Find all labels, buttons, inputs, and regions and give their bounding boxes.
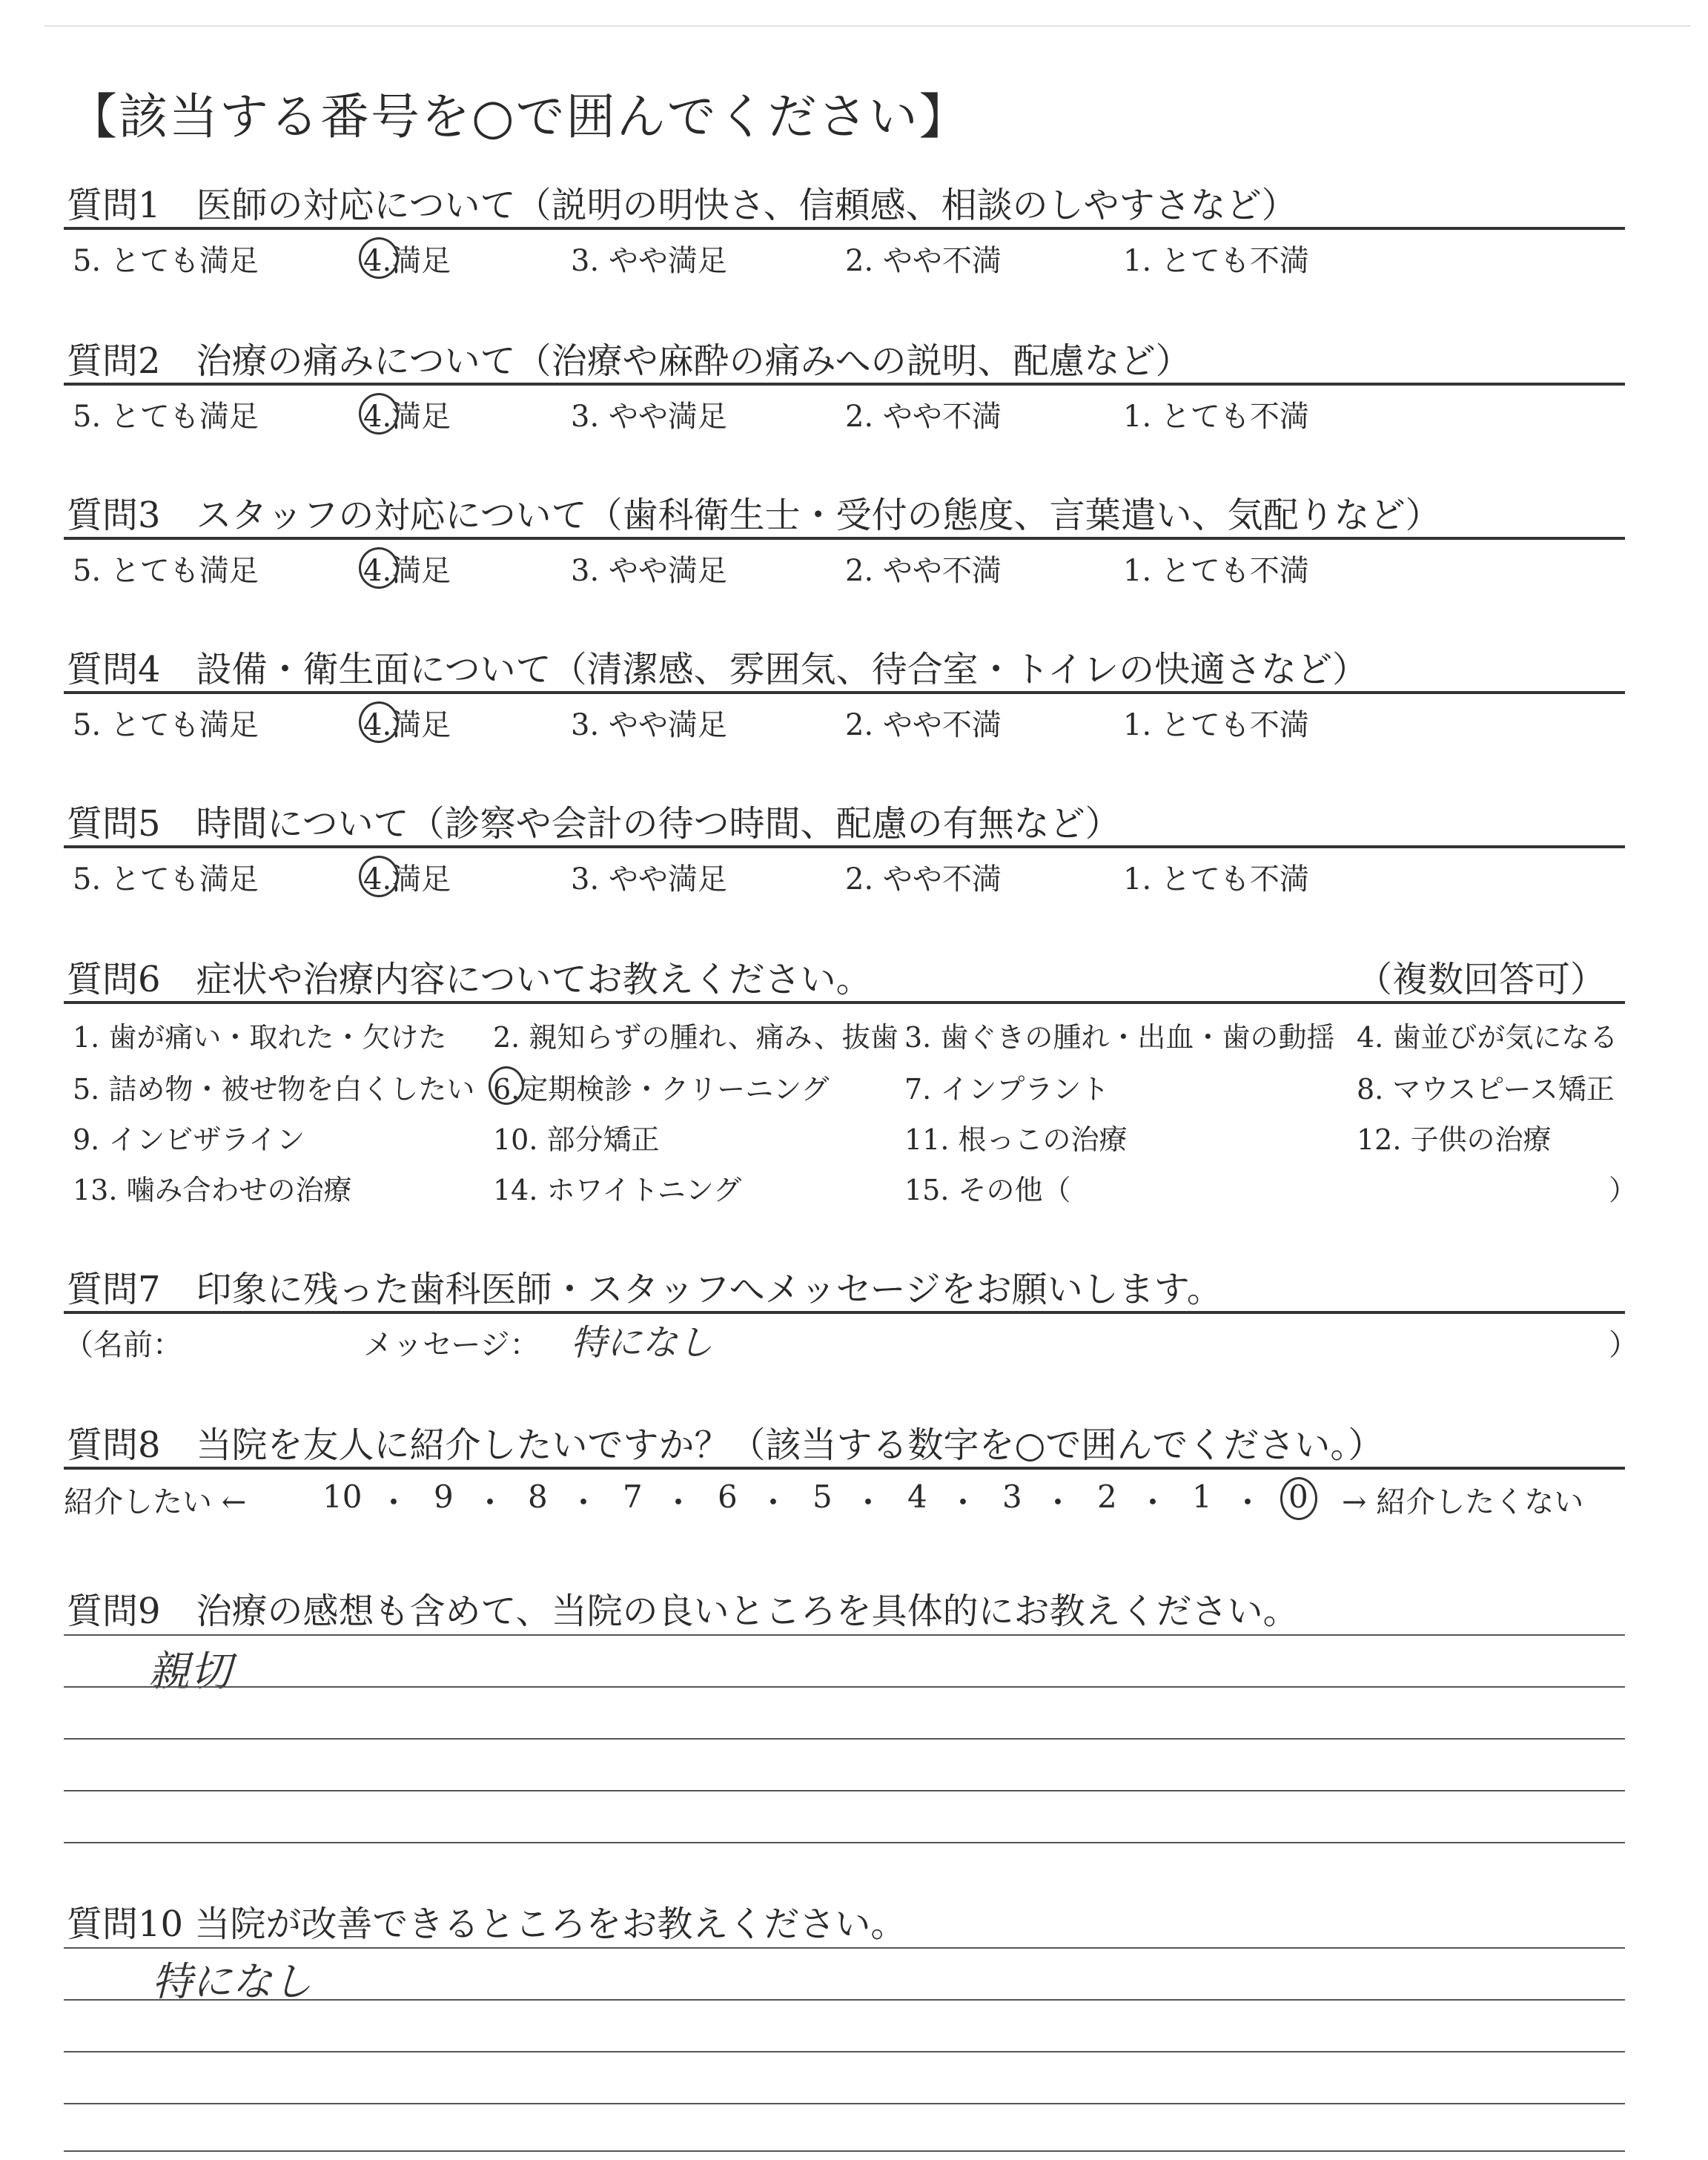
q2-option-3[interactable]: 3. やや満足: [571, 400, 727, 434]
q10-rule-3: [64, 2103, 1625, 2104]
question-4: 質問4 設備・衛生面について（清潔感、雰囲気、待合室・トイレの快適さなど）: [67, 649, 1368, 690]
question-2: 質問2 治療の痛みについて（治療や麻酔の痛みへの説明、配慮など）: [67, 340, 1191, 382]
q8-option-8[interactable]: 8: [528, 1479, 548, 1515]
q7-close-paren: ）: [1609, 1328, 1638, 1362]
q10-rule-2: [64, 2051, 1625, 2052]
q8-dot: ・: [378, 1484, 410, 1521]
q6-item-4[interactable]: 4. 歯並びが気になる: [1357, 1021, 1618, 1054]
q8-option-7[interactable]: 7: [623, 1479, 643, 1515]
question-3: 質問3 スタッフの対応について（歯科衛生士・受付の態度、言葉遣い、気配りなど）: [67, 495, 1441, 536]
q8-dot: ・: [853, 1484, 884, 1521]
q6-item-5[interactable]: 5. 詰め物・被せ物を白くしたい: [73, 1073, 475, 1106]
q2-option-1[interactable]: 1. とても不満: [1123, 400, 1309, 434]
question-8: 質問8 当院を友人に紹介したいですか？（該当する数字を○で囲んでください。）: [67, 1424, 1384, 1466]
q8-dot: ・: [1042, 1484, 1074, 1521]
q6-item-11[interactable]: 11. 根っこの治療: [904, 1123, 1128, 1156]
q8-right-label: → 紹介したくない: [1342, 1485, 1584, 1519]
q6-item-3[interactable]: 3. 歯ぐきの腫れ・出血・歯の動揺: [904, 1021, 1335, 1054]
selection-circle: [489, 1066, 524, 1105]
q8-option-1[interactable]: 1: [1192, 1479, 1212, 1515]
q10-rule-4: [64, 2150, 1625, 2152]
top-edge-line: [44, 25, 1690, 27]
q5-option-3[interactable]: 3. やや満足: [571, 862, 727, 896]
q8-dot: ・: [568, 1484, 600, 1521]
q6-item-13[interactable]: 13. 噛み合わせの治療: [73, 1174, 352, 1206]
q6-item-10[interactable]: 10. 部分矯正: [493, 1123, 660, 1156]
q4-option-1[interactable]: 1. とても不満: [1123, 708, 1309, 742]
question-2-rule: [64, 383, 1625, 386]
selection-circle: [1280, 1477, 1317, 1520]
q6-item-7[interactable]: 7. インプラント: [904, 1073, 1110, 1106]
q9-rule-1: [64, 1686, 1625, 1688]
selection-circle: [359, 856, 399, 897]
question-7: 質問7 印象に残った歯科医師・スタッフへメッセージをお願いします。: [67, 1269, 1222, 1310]
selection-circle: [359, 237, 399, 279]
q6-item-15-close: ）: [1609, 1174, 1638, 1206]
question-10: 質問10 当院が改善できるところをお教えください。: [67, 1903, 907, 1945]
q8-option-0[interactable]: 0: [1288, 1479, 1308, 1515]
q8-option-9[interactable]: 9: [434, 1479, 454, 1515]
question-3-rule: [64, 537, 1625, 540]
selection-circle: [359, 701, 399, 743]
q8-dot: ・: [947, 1484, 979, 1521]
q6-item-1[interactable]: 1. 歯が痛い・取れた・欠けた: [73, 1021, 447, 1054]
q6-item-15[interactable]: 15. その他（: [904, 1174, 1071, 1206]
question-6-note: （複数回答可）: [1357, 959, 1606, 1000]
q10-rule-0: [64, 1947, 1625, 1949]
q8-left-label: 紹介したい ←: [64, 1485, 247, 1519]
q6-item-6[interactable]: 6.定期検診・クリーニング: [493, 1066, 830, 1107]
q1-option-1[interactable]: 1. とても不満: [1123, 244, 1309, 278]
q1-option-5[interactable]: 5. とても満足: [73, 244, 259, 278]
q1-option-2[interactable]: 2. やや不満: [845, 244, 1002, 278]
q5-option-5[interactable]: 5. とても満足: [73, 862, 259, 896]
q4-option-3[interactable]: 3. やや満足: [571, 708, 727, 742]
q3-option-5[interactable]: 5. とても満足: [73, 554, 259, 588]
q6-item-8[interactable]: 8. マウスピース矯正: [1357, 1073, 1615, 1106]
q1-option-4[interactable]: 4.満足: [363, 237, 451, 280]
q1-option-3[interactable]: 3. やや満足: [571, 244, 727, 278]
q8-dot: ・: [663, 1484, 695, 1521]
selection-circle: [359, 547, 399, 589]
q6-item-9[interactable]: 9. インビザライン: [73, 1123, 305, 1156]
q4-option-2[interactable]: 2. やや不満: [845, 708, 1002, 742]
q7-name-label: （名前：: [64, 1328, 182, 1362]
q2-option-4[interactable]: 4.満足: [363, 393, 451, 435]
question-4-rule: [64, 691, 1625, 694]
q8-option-4[interactable]: 4: [907, 1479, 927, 1515]
q6-item-14[interactable]: 14. ホワイトニング: [493, 1174, 742, 1206]
q5-option-1[interactable]: 1. とても不満: [1123, 862, 1309, 896]
q9-rule-0: [64, 1634, 1625, 1636]
q9-answer[interactable]: 親切: [148, 1648, 231, 1696]
question-6: 質問6 症状や治療内容についてお教えください。: [67, 959, 872, 1000]
q8-dot: ・: [1232, 1484, 1264, 1521]
q4-option-5[interactable]: 5. とても満足: [73, 708, 259, 742]
q2-option-5[interactable]: 5. とても満足: [73, 400, 259, 434]
page-title: 【該当する番号を○で囲んでください】: [68, 88, 970, 145]
q8-option-10[interactable]: 10: [322, 1479, 363, 1515]
q9-rule-3: [64, 1790, 1625, 1791]
question-5: 質問5 時間について（診察や会計の待つ時間、配慮の有無など）: [67, 803, 1121, 845]
selection-circle: [359, 393, 399, 435]
q8-dot: ・: [758, 1484, 790, 1521]
q3-option-3[interactable]: 3. やや満足: [571, 554, 727, 588]
q2-option-2[interactable]: 2. やや不満: [845, 400, 1002, 434]
q8-option-6[interactable]: 6: [718, 1479, 738, 1515]
q6-item-2[interactable]: 2. 親知らずの腫れ、痛み、抜歯: [493, 1021, 898, 1054]
question-5-rule: [64, 845, 1625, 848]
q7-message-answer[interactable]: 特になし: [571, 1322, 714, 1364]
q5-option-4[interactable]: 4.満足: [363, 856, 451, 898]
q3-option-1[interactable]: 1. とても不満: [1123, 554, 1309, 588]
q8-option-2[interactable]: 2: [1097, 1479, 1117, 1515]
question-9: 質問9 治療の感想も含めて、当院の良いところを具体的にお教えください。: [67, 1591, 1299, 1632]
q10-answer[interactable]: 特になし: [152, 1958, 312, 2005]
question-7-rule: [64, 1311, 1625, 1314]
q6-item-12[interactable]: 12. 子供の治療: [1357, 1123, 1552, 1156]
question-6-rule: [64, 1001, 1625, 1004]
q8-option-3[interactable]: 3: [1002, 1479, 1022, 1515]
q3-option-2[interactable]: 2. やや不満: [845, 554, 1002, 588]
q10-rule-1: [64, 1999, 1625, 2001]
q4-option-4[interactable]: 4.満足: [363, 701, 451, 744]
q7-message-label: メッセージ：: [363, 1328, 540, 1362]
question-8-rule: [64, 1467, 1625, 1470]
question-1: 質問1 医師の対応について（説明の明快さ、信頼感、相談のしやすさなど）: [67, 185, 1297, 226]
q9-rule-2: [64, 1738, 1625, 1740]
q9-rule-4: [64, 1842, 1625, 1843]
q8-dot: ・: [1137, 1484, 1169, 1521]
q3-option-4[interactable]: 4.満足: [363, 547, 451, 589]
q5-option-2[interactable]: 2. やや不満: [845, 862, 1002, 896]
q8-option-5[interactable]: 5: [812, 1479, 833, 1515]
question-1-rule: [64, 227, 1625, 230]
q8-dot: ・: [474, 1484, 506, 1521]
